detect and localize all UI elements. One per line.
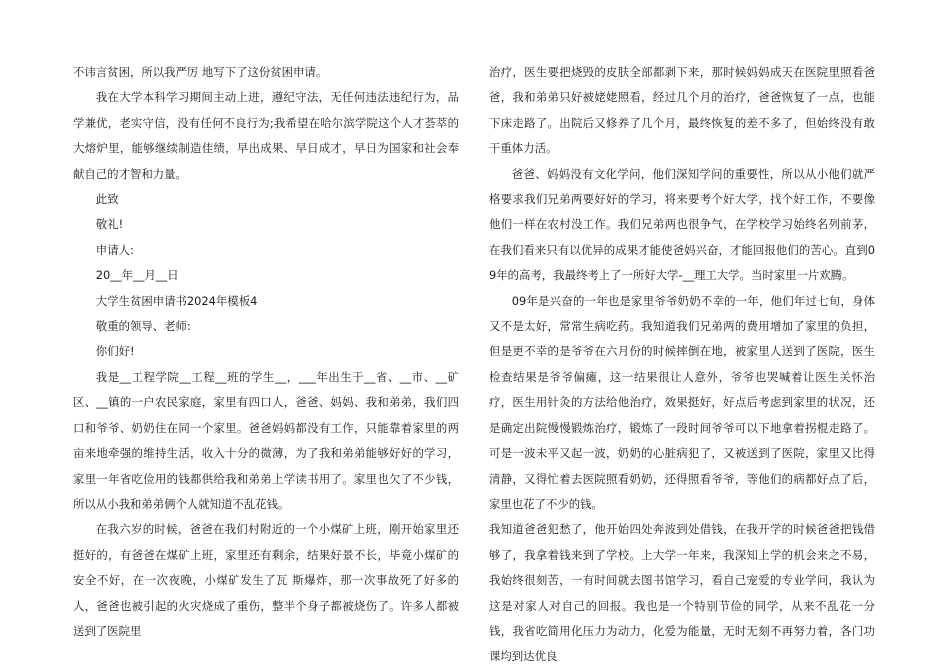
right-paragraph: 爸爸、妈妈没有文化学问，他们深知学问的重要性，所以从小他们就严格要求我们兄弟两要好好的学习，将来要考个好大学，找个好工作，不要像他们一样在农村没工作。我们兄弟两也很争气，在学校学习始终名列前茅，在我们看来只有以优异的成果才能使爸妈兴奋，才能回报他们的苦心。直到09年的高考，我最终考上了一所好大学-__理工大学。当时家里一片欢腾。 — [489, 166, 875, 283]
left-paragraph: 申请人: — [95, 242, 134, 257]
right-paragraph: 我知道爸爸犯愁了，他开始四处奔波到处借钱，在我开学的时候爸爸把钱借够了，我拿着钱来到了学校。上大学一年来，我深知上学的机会来之不易，我始终很刻苦，一有时间就去图书馆学习，看自己宠爱的专业学问，我认为这是对家人对自己的回报。我也是一个特别节俭的同学，从来不乱花一分钱，我省吃简用化压力为动力，化爱为能量，无时无刻不再努力着，各门功课均到达优良 — [489, 522, 875, 664]
right-column — [489, 60, 875, 670]
left-paragraph: 在我六岁的时候，爸爸在我们村附近的一个小煤矿上班，刚开始家里还挺好的，有爸爸在煤矿上班，家里还有剩余，结果好景不长，毕竟小煤矿的安全不好，在一次夜晚，小煤矿发生了瓦 斯爆炸，那一次事故死了好多的人，爸爸也被引起的火灾烧成了重伤，整半个身子都被烧伤了。许多人都被送到了医院里 — [73, 522, 459, 638]
left-paragraph: 不讳言贫困，所以我严厉 地写下了这份贫困申请。 — [73, 65, 328, 79]
left-paragraph: 此致 — [95, 192, 119, 207]
left-paragraph: 你们好! — [95, 344, 135, 359]
left-paragraph: 20__年__月__日 — [95, 268, 179, 283]
left-paragraph: 大学生贫困申请书2024年模板4 — [95, 293, 258, 308]
left-paragraph: 我在大学本科学习期间主动上进，遵纪守法，无任何违法违纪行为，品学兼优，老实守信，没有任何不良行为;我希望在哈尔滨学院这个人才荟萃的大熔炉里，能够继续制造佳绩，早出成果、早日成才，早日为国家和社会奉献自己的才智和力量。 — [73, 90, 459, 181]
right-paragraph: 09年是兴奋的一年也是家里爷爷奶奶不幸的一年，他们年过七旬，身体又不是太好，常常生病吃药。我知道我们兄弟两的费用增加了家里的负担，但是更不幸的是爷爷在六月份的时候摔倒在地，被家里人送到了医院，医生检查结果是爷爷偏瘫，这一结果很让人意外，爷爷也哭喊着让医生关怀治疗，医生用针灸的方法给他治疗，效果挺好，好点后考虑到家里的状况，还是确定出院慢慢锻炼治疗，锻炼了一段时间爷爷可以下地拿着拐棍走路了。可是一波未平又起一波，奶奶的心脏病犯了，又被送到了医院，家里又比得清静，又得忙着去医院照看奶奶，还得照看爷爷，等他们的病都好点了后，家里也花了不少的钱。 — [489, 293, 875, 511]
left-paragraph: 我是__工程学院__工程__班的学生__，___年出生于__省、__市、__矿区、__镇的一户农民家庭，家里有四口人，爸爸、妈妈、我和弟弟，我们四口和爷爷、奶奶住在同一个家里。爸爸妈妈都没有工作，只能靠着家里的两亩来地牵强的维持生活，收入十分的微薄，为了我和弟弟能够好好的学习，家里一年省吃俭用的钱都供给我和弟弟上学读书用了。家里也欠了不少钱，所以从小我和弟弟俩个人就知道不乱花钱。 — [73, 369, 459, 511]
left-paragraph: 敬重的领导、老师: — [95, 319, 191, 334]
left-column — [73, 60, 459, 644]
right-paragraph: 治疗，医生要把烧毁的皮肤全部都剥下来，那时候妈妈成天在医院里照看爸爸，我和弟弟只好被姥姥照看，经过几个月的治疗，爸爸恢复了一点，也能下床走路了。出院后又修养了几个月，最终恢复的差不多了，但始终没有敢干重体力活。 — [489, 65, 875, 156]
left-paragraph: 敬礼! — [95, 217, 124, 232]
